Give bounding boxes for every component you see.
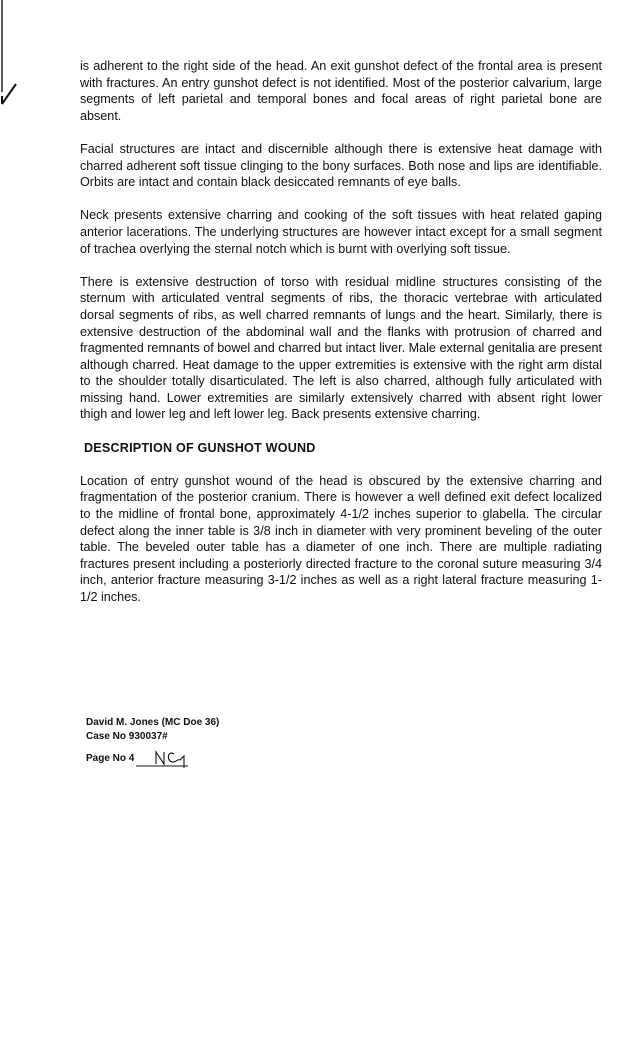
page-footer xyxy=(86,716,219,766)
footer-case-number: Case No 930037# xyxy=(86,731,168,742)
footer-name: David M. Jones (MC Doe 36) xyxy=(86,717,220,728)
paragraph-head: is adherent to the right side of the head. An exit gunshot defect of the frontal area is present with fractures. An entry gunshot defect is not identified. Most of the posterior calvarium, large segments of left parietal and temporal bones and focal areas of right parietal bone are absent. xyxy=(80,59,602,123)
margin-arrow-mark xyxy=(0,0,20,120)
handwritten-initials-signature xyxy=(134,748,190,770)
report-body xyxy=(80,58,602,622)
paragraph-neck: Neck presents extensive charring and cooking of the soft tissues with heat related gaping anterior lacerations. The underlying structures are however intact except for a small segment of trachea overlying the sternal notch which is burnt with overlying soft tissue. xyxy=(80,208,602,256)
footer-page-number: Page No 4 xyxy=(86,753,135,764)
paragraph-torso: There is extensive destruction of torso with residual midline structures consisting of the sternum with articulated ventral segments of ribs, the thoracic vertebrae with articulated dorsal segments of ribs, as well charred remnants of lungs and the heart. Similarly, there is extensive destruction of the abdominal wall and the flanks with protrusion of charred and fragmented remnants of bowel and charred but intact liver. Male external genitalia are present although charred. Heat damage to the upper extremities is extensive with the right arm distal to the shoulder totally disarticulated. The left is also charred, although fully articulated with missing hand. Lower extremities are similarly extensively charred with absent right lower thigh and lower leg and left lower leg. Back presents extensive charring. xyxy=(80,274,602,422)
footer-page-row xyxy=(86,744,219,766)
section-heading: DESCRIPTION OF GUNSHOT WOUND xyxy=(84,440,316,455)
paragraph-face: Facial structures are intact and discernible although there is extensive heat damage with charred adherent soft tissue clinging to the bony surfaces. Both nose and lips are identifiable. Orbits are intact and contain black desiccated remnants of eye balls. xyxy=(80,141,602,190)
paragraph-gunshot-wound: Location of entry gunshot wound of the head is obscured by the extensive charring and fragmentation of the posterior cranium. There is however a well defined exit defect localized to the midline of frontal bone, approximately 4-1/2 inches superior to glabella. The circular defect along the inner table is 3/8 inch in diameter with very prominent beveling of the outer table. The beveled outer table has a diameter of one inch. There are multiple radiating fractures present including a posteriorly directed fracture to the coronal suture measuring 3/4 inch, anterior fracture measuring 3-1/2 inches as well as a right lateral fracture measuring 1-1/2 inches. xyxy=(80,473,602,604)
